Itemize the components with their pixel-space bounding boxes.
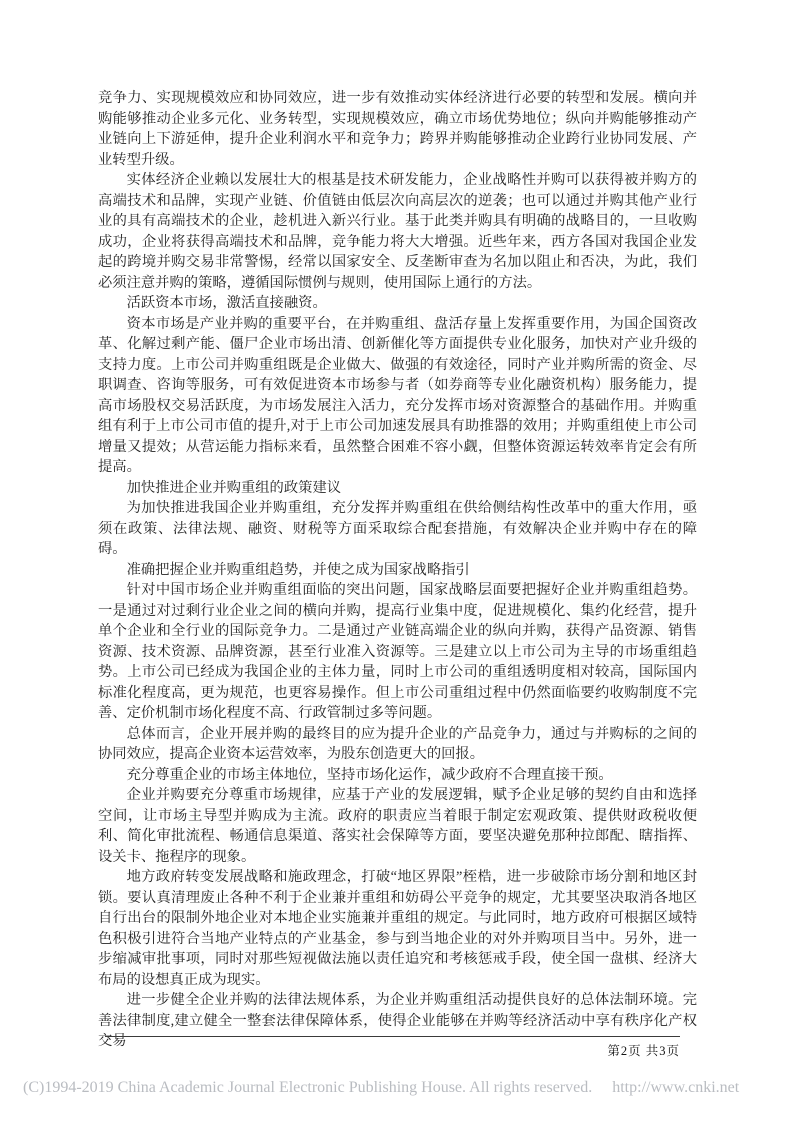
copyright-text: (C)1994-2019 China Academic Journal Electronic Publishing House. All rights reserved.: [23, 1079, 593, 1096]
paragraph: 资本市场是产业并购的重要平台，在并购重组、盘活存量上发挥重要作用，为国企国资改革、化解过剩产能、僵尸企业市场出清、创新催化等方面提供专业化服务，加快对产业升级的支持力度。上市公司并购重组既是企业做大、做强的有效途径，同时产业并购所需的资金、尽职调查、咨询等服务，可有效促进资本市场参与者（如券商等专业化融资机构）服务能力，提高市场股权交易活跃度，为市场发展注入活力，充分发挥市场对资源整合的基础作用。并购重组有利于上市公司市值的提升,对于上市公司加速发展具有助推器的效用；并购重组使上市公司增量又提效；从营运能力指标来看，虽然整合困难不容小觑，但整体资源运转效率肯定会有所提高。: [98, 315, 697, 475]
section-heading: 准确把握企业并购重组趋势，并使之成为国家战略指引: [126, 561, 470, 578]
paragraph: 实体经济企业赖以发展壮大的根基是技术研发能力，企业战略性并购可以获得被并购方的高端技术和品牌，实现产业链、价值链由低层次向高层次的逆袭；也可以通过并购其他产业行业的具有高端技术的企业，趁机进入新兴行业。基于此类并购具有明确的战略目的，一旦收购成功，企业将获得高端技术和品牌，竞争能力将大大增强。近些年来，西方各国对我国企业发起的跨境并购交易非常警惕，经常以国家安全、反垄断审查为名加以阻止和否决，为此，我们必须注意并购的策略，遵循国际惯例与规则，使用国际上通行的方法。: [98, 172, 697, 291]
body-text: [98, 88, 697, 1052]
paragraph: 竞争力、实现规模效应和协同效应，进一步有效推动实体经济进行必要的转型和发展。横向并购能够推动企业多元化、业务转型，实现规模效应，确立市场优势地位；纵向并购能够推动产业链向上下游延伸，提升企业利润水平和竞争力；跨界并购能够推动企业跨行业协同发展、产业转型升级。: [98, 90, 697, 168]
footer-divider: [105, 1036, 680, 1037]
paragraph: 活跃资本市场，激活直接融资。: [126, 295, 327, 311]
section-heading: 充分尊重企业的市场主体地位，坚持市场化运作，减少政府不合理直接干预。: [126, 766, 613, 783]
paragraph: 地方政府转变发展战略和施政理念，打破“地区界限”桎梏，进一步破除市场分割和地区封锁。要认真清理废止各种不利于企业兼并重组和妨碍公平竞争的规定，尤其要坚决取消各地区自行出台的限制外地企业对本地企业实施兼并重组的规定。与此同时，地方政府可根据区域特色积极引进符合当地产业特点的产业基金，参与到当地企业的对外并购项目当中。另外，进一步缩减审批事项，同时对那些短视做法施以责任追究和考核惩戒手段，使全国一盘棋、经济大布局的设想真正成为现实。: [98, 869, 697, 988]
section-heading: 加快推进企业并购重组的政策建议: [126, 479, 342, 496]
paragraph: 进一步健全企业并购的法律法规体系，为企业并购重组活动提供良好的总体法制环境。完善法律制度,建立健全一整套法律保障体系，使得企业能够在并购等经济活动中享有秩序化产权交易: [98, 992, 697, 1049]
paragraph: 总体而言，企业开展并购的最终目的应为提升企业的产品竞争力，通过与并购标的之间的协同效应，提高企业资本运营效率，为股东创造更大的回报。: [98, 725, 697, 762]
paragraph: 为加快推进我国企业并购重组，充分发挥并购重组在供给侧结构性改革中的重大作用，亟须在政策、法律法规、融资、财税等方面采取综合配套措施，有效解决企业并购中存在的障碍。: [98, 500, 697, 557]
copyright-watermark: [23, 1079, 773, 1097]
cnki-url: http://www.cnki.net: [612, 1079, 740, 1096]
page-number: 第2页 共3页: [607, 1044, 680, 1058]
paragraph: 企业并购要充分尊重市场规律，应基于产业的发展逻辑，赋予企业足够的契约自由和选择空间，让市场主导型并购成为主流。政府的职责应当着眼于制定宏观政策、提供财政税收便利、简化审批流程、畅通信息渠道、落实社会保障等方面，要坚决避免那种拉郎配、瞎指挥、设关卡、拖程序的现象。: [98, 787, 697, 865]
paragraph: 针对中国市场企业并购重组面临的突出问题，国家战略层面要把握好企业并购重组趋势。一是通过对过剩行业企业之间的横向并购，提高行业集中度，促进规模化、集约化经营，提升单个企业和全行业的国际竞争力。二是通过产业链高端企业的纵向并购，获得产品资源、销售资源、技术资源、品牌资源，甚至行业准入资源等。三是建立以上市公司为主导的市场重组趋势。上市公司已经成为我国企业的主体力量，同时上市公司的重组透明度相对较高，国际国内标准化程度高，更为规范，也更容易操作。但上市公司重组过程中仍然面临要约收购制度不完善、定价机制市场化程度不高、行政管制过多等问题。: [98, 582, 697, 721]
